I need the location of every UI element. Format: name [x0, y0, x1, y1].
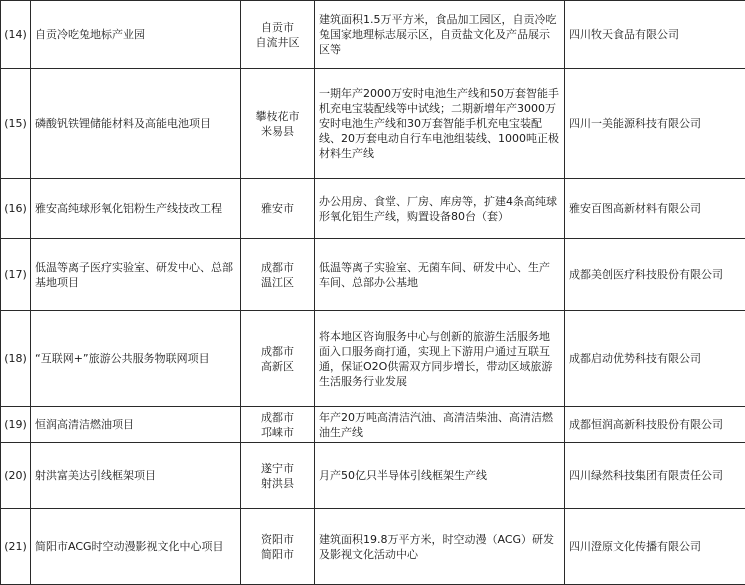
- row-number: (14): [1, 1, 31, 69]
- project-name: 低温等离子医疗实验室、研发中心、总部基地项目: [31, 239, 241, 311]
- table-row: [1, 443, 745, 509]
- project-description: 建筑面积1.5万平方米，食品加工园区，自贡冷吃兔国家地理标志展示区，自贡盐文化及产品展示区等: [315, 1, 565, 69]
- project-description: 将本地区咨询服务中心与创新的旅游生活服务地面入口服务商打通，实现上下游用户通过互联互通，保证O2O供需双方同步增长，带动区域旅游生活服务行业发展: [315, 311, 565, 407]
- company-name: 成都美创医疗科技股份有限公司: [565, 239, 745, 311]
- project-description: 月产50亿只半导体引线框架生产线: [315, 443, 565, 509]
- table-row: [1, 239, 745, 311]
- table-row: [1, 69, 745, 179]
- row-number: (16): [1, 179, 31, 239]
- row-number: (21): [1, 509, 31, 585]
- project-location: 自贡市 自流井区: [241, 1, 315, 69]
- company-name: 四川绿然科技集团有限责任公司: [565, 443, 745, 509]
- project-location: 遂宁市 射洪县: [241, 443, 315, 509]
- row-number: (18): [1, 311, 31, 407]
- row-number: (19): [1, 407, 31, 443]
- table-row: [1, 509, 745, 585]
- project-name: “互联网+”旅游公共服务物联网项目: [31, 311, 241, 407]
- company-name: 四川澄原文化传播有限公司: [565, 509, 745, 585]
- project-description: 办公用房、食堂、厂房、库房等，扩建4条高纯球形氧化铝生产线，购置设备80台（套）: [315, 179, 565, 239]
- row-number: (15): [1, 69, 31, 179]
- project-description: 一期年产2000万安时电池生产线和50万套智能手机充电宝装配线等中试线；二期新增年产3000万安时电池生产线和30万套智能手机充电宝装配线、20万套电动自行车电池组装线、1000吨正极材料生产线: [315, 69, 565, 179]
- table-row: [1, 179, 745, 239]
- project-name: 恒润高清洁燃油项目: [31, 407, 241, 443]
- table-row: [1, 407, 745, 443]
- project-name: 磷酸钒铁锂储能材料及高能电池项目: [31, 69, 241, 179]
- row-number: (17): [1, 239, 31, 311]
- table-row: [1, 311, 745, 407]
- project-location: 攀枝花市 米易县: [241, 69, 315, 179]
- company-name: 成都恒润高新科技股份有限公司: [565, 407, 745, 443]
- project-location: 雅安市: [241, 179, 315, 239]
- company-name: 四川一美能源科技有限公司: [565, 69, 745, 179]
- project-location: 成都市 温江区: [241, 239, 315, 311]
- project-location: 成都市 高新区: [241, 311, 315, 407]
- company-name: 四川牧天食品有限公司: [565, 1, 745, 69]
- project-description: 低温等离子实验室、无菌车间、研发中心、生产车间、总部办公基地: [315, 239, 565, 311]
- table-row: [1, 1, 745, 69]
- project-name: 射洪富美达引线框架项目: [31, 443, 241, 509]
- project-description: 年产20万吨高清洁汽油、高清洁柴油、高清洁燃油生产线: [315, 407, 565, 443]
- project-name: 自贡冷吃兔地标产业园: [31, 1, 241, 69]
- project-name: 简阳市ACG时空动漫影视文化中心项目: [31, 509, 241, 585]
- company-name: 雅安百图高新材料有限公司: [565, 179, 745, 239]
- project-name: 雅安高纯球形氧化铝粉生产线技改工程: [31, 179, 241, 239]
- company-name: 成都启动优势科技有限公司: [565, 311, 745, 407]
- row-number: (20): [1, 443, 31, 509]
- project-description: 建筑面积19.8万平方米，时空动漫（ACG）研发及影视文化活动中心: [315, 509, 565, 585]
- project-location: 成都市 邛崃市: [241, 407, 315, 443]
- project-location: 资阳市 简阳市: [241, 509, 315, 585]
